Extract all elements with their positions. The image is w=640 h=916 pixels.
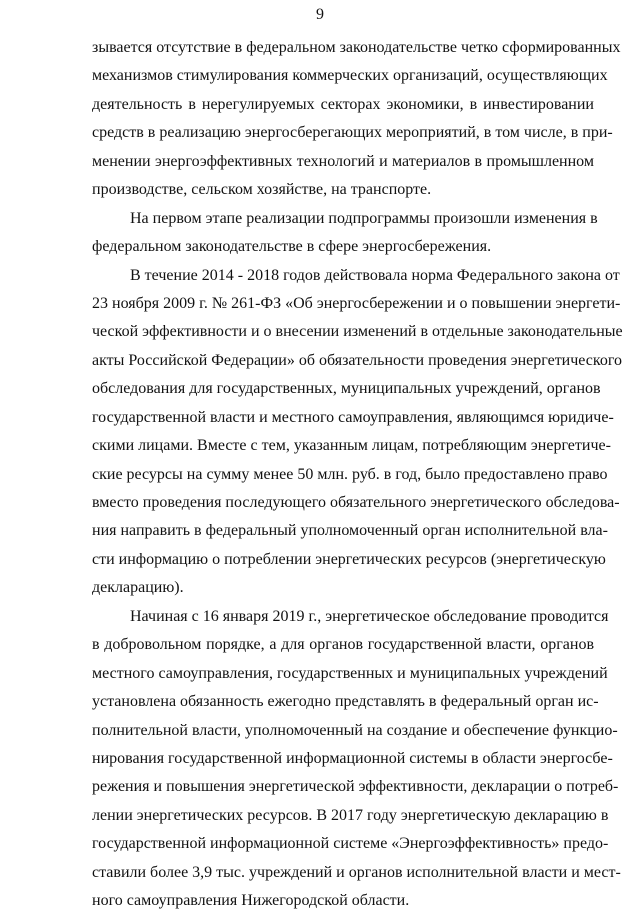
text-line: установлена обязанность ежегодно представлять в федеральный орган ис- — [92, 693, 599, 711]
text-line: федеральном законодательстве в сфере энергосбережения. — [92, 238, 492, 256]
text-line: средств в реализацию энергосберегающих мероприятий, в том числе, в при- — [92, 124, 613, 142]
text-line: государственной власти и местного самоуправления, являющимся юридиче- — [92, 408, 614, 426]
text-line: ния направить в федеральный уполномоченный орган исполнительной вла- — [92, 522, 608, 540]
text-line: механизмов стимулирования коммерческих организаций, осуществляющих — [92, 67, 608, 85]
text-line: ские ресурсы на сумму менее 50 млн. руб. в год, было предоставлено право — [92, 465, 608, 483]
text-line: Начиная с 16 января 2019 г., энергетическое обследование проводится — [130, 607, 609, 625]
text-line: скими лицами. Вместе с тем, указанным лицам, потребляющим энергетиче- — [92, 437, 611, 455]
paragraph — [92, 205, 598, 262]
text-line: 23 ноября 2009 г. № 261-ФЗ «Об энергосбережении и о повышении энергети- — [92, 294, 621, 312]
text-line: полнительной власти, уполномоченный на создание и обеспечение функцио- — [92, 721, 618, 739]
page-number: 9 — [316, 6, 324, 23]
paragraph — [92, 262, 623, 603]
text-line: ставили более 3,9 тыс. учреждений и органов исполнительной власти и мест- — [92, 863, 621, 881]
paragraph — [92, 603, 621, 916]
document-body — [92, 34, 623, 916]
text-line: вместо проведения последующего обязательного энергетического обследова- — [92, 494, 620, 511]
text-line: акты Российской Федерации» об обязательности проведения энергетического — [92, 351, 623, 369]
text-line: зывается отсутствие в федеральном законодательстве четко сформированных — [92, 39, 621, 56]
text-line: местного самоуправления, государственных и муниципальных учреждений — [92, 664, 608, 682]
text-line: в добровольном порядке, а для органов государственной власти, органов — [92, 636, 594, 654]
text-line: производстве, сельском хозяйстве, на транспорте. — [92, 181, 432, 199]
text-line: деятельность в нерегулируемых секторах экономики, в инвестировании — [92, 95, 594, 113]
text-line: На первом этапе реализации подпрограммы произошли изменения в — [130, 209, 598, 227]
text-line: государственной информационной системе «Энергоэффективность» предо- — [92, 835, 609, 853]
text-line: менении энергоэффективных технологий и материалов в промышленном — [92, 152, 594, 170]
text-line: декларацию). — [92, 579, 184, 597]
text-line: лении энергетических ресурсов. В 2017 году энергетическую декларацию в — [92, 806, 609, 824]
text-line: нирования государственной информационной системы в области энергосбе- — [92, 749, 613, 767]
text-line: обследования для государственных, муниципальных учреждений, органов — [92, 380, 601, 398]
text-line: В течение 2014 - 2018 годов действовала норма Федерального закона от — [130, 266, 620, 284]
paragraph — [92, 34, 621, 205]
text-line: ного самоуправления Нижегородской области. — [92, 892, 410, 910]
text-line: сти информацию о потреблении энергетических ресурсов (энергетическую — [92, 550, 606, 568]
text-line: режения и повышения энергетической эффективности, декларации о потреб- — [92, 778, 619, 796]
text-line: ческой эффективности и о внесении изменений в отдельные законодательные — [92, 323, 623, 341]
